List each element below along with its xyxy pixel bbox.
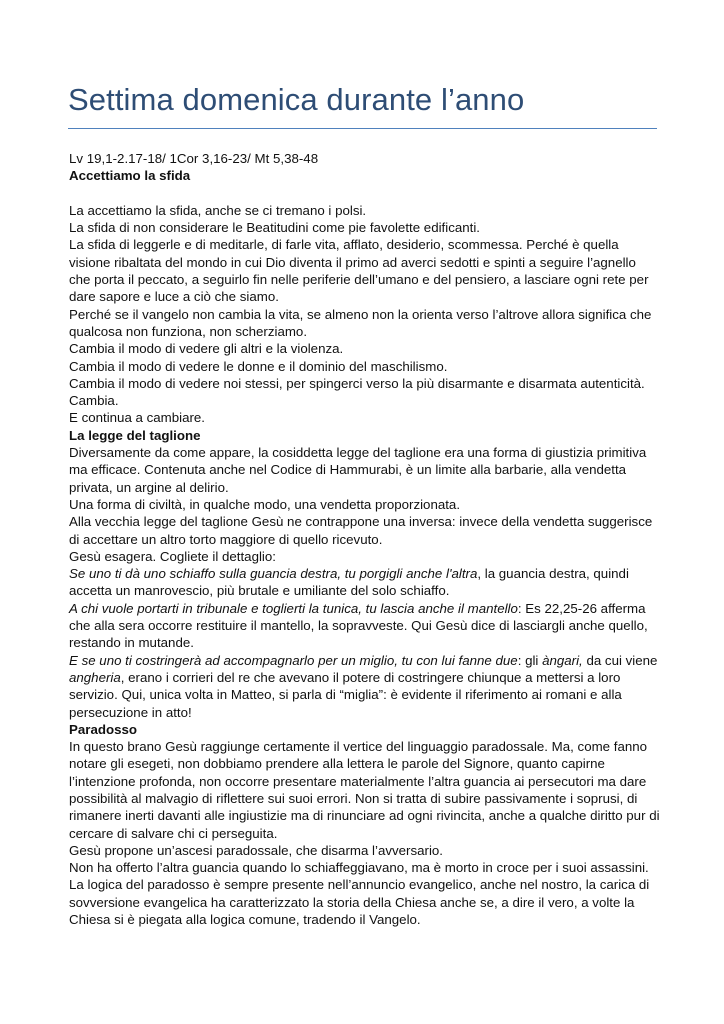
paragraph: In questo brano Gesù raggiunge certamente il vertice del linguaggio paradossale. Ma, come fanno notare gli esegeti, non dobbiamo prendere alla lettera le parole del Signore, quanto capirne l’intenzione profonda, non occorre presentare materialmente l’altra guancia ai persecutori ma dare possibilità al malvagio di riflettere sui suoi errori. Non si tratta di subire passivamente i soprusi, di rimanere inerti davanti alle ingiustizie ma di rinunciare ad ogni rivincita, anche a qualche diritto pur di cercare di salvare chi ci perseguita. bbox=[69, 739, 660, 841]
paragraph: Diversamente da come appare, la cosiddetta legge del taglione era una forma di giustizia primitiva ma efficace. Contenuta anche nel Codice di Hammurabi, è un limite alla barbarie, alla vendetta privata, un argine al delirio. bbox=[69, 445, 647, 495]
paragraph: Cambia il modo di vedere le donne e il dominio del maschilismo. bbox=[69, 358, 448, 374]
paragraph: La sfida di leggerle e di meditarle, di farle vita, afflato, desiderio, scommessa. Perché è quella visione ribaltata del mondo in cui Dio diventa il primo ad averci sedotti e spinti a seguire l’agnello che porta il peccato, a seguirlo fin nelle periferie dell’umano e del pensiero, a lasciare ogni rete per dare sapore e luce a ciò che siamo. bbox=[69, 237, 649, 305]
paragraph-quote-miglio bbox=[69, 652, 661, 721]
paragraph: Una forma di civiltà, in qualche modo, una vendetta proporzionata. bbox=[69, 496, 461, 512]
paragraph: La sfida di non considerare le Beatitudini come pie favolette edificanti. bbox=[69, 220, 480, 236]
quote-commentary: , la guancia destra, quindi accetta un manrovescio, più brutale e umiliante del solo schiaffo. bbox=[69, 566, 629, 599]
readings-reference: Lv 19,1-2.17-18/ 1Cor 3,16-23/ Mt 5,38-48 bbox=[69, 151, 319, 166]
section-heading-paradosso: Paradosso bbox=[69, 721, 137, 737]
paragraph: Gesù esagera. Cogliete il dettaglio: bbox=[69, 548, 276, 564]
quote-commentary: : gli bbox=[517, 652, 543, 668]
section-heading-legge-del-taglione: La legge del taglione bbox=[69, 427, 201, 443]
document-body bbox=[69, 150, 661, 928]
quote-commentary: : Es 22,25-26 afferma che alla sera occorre restituire il mantello, la sopravveste. Qui Gesù dice di lasciargli anche quello, restando in mutande. bbox=[69, 600, 648, 651]
paragraph-quote-mantello bbox=[69, 600, 661, 652]
title-underline bbox=[68, 128, 657, 129]
paragraph: E continua a cambiare. bbox=[69, 410, 206, 426]
paragraph: Cambia il modo di vedere gli altri e la violenza. bbox=[69, 341, 344, 357]
page-title: Settima domenica durante l’anno bbox=[68, 82, 525, 117]
paragraph-quote-schiaffo bbox=[69, 565, 661, 600]
paragraph: La logica del paradosso è sempre presente nell’annuncio evangelico, anche nel nostro, la carica di sovversione evangelica ha caratterizzato la storia della Chiesa anche se, a dire il vero, a volte la Chiesa si è piegata alla logica comune, tradendo il Vangelo. bbox=[69, 877, 650, 928]
gospel-quote: Se uno ti dà uno schiaffo sulla guancia destra, tu porgigli anche l'altra bbox=[69, 566, 478, 582]
paragraph: Cambia. bbox=[69, 393, 119, 409]
term-angari: àngari, bbox=[542, 652, 583, 668]
paragraph: Cambia il modo di vedere noi stessi, per spingerci verso la più disarmante e disarmata autenticità. bbox=[69, 375, 645, 391]
quote-commentary: da cui viene bbox=[582, 652, 658, 668]
paragraph: Alla vecchia legge del taglione Gesù ne contrappone una inversa: invece della vendetta suggerisce di accettare un altro torto maggiore di quello ricevuto. bbox=[69, 514, 653, 547]
quote-commentary: , erano i corrieri del re che avevano il potere di costringere chiunque a mettersi a loro servizio. Qui, unica volta in Matteo, si parla di “miglia”: è evidente il riferimento ai romani e alla persecuzione in atto! bbox=[69, 669, 622, 720]
gospel-quote: E se uno ti costringerà ad accompagnarlo per un miglio, tu con lui fanne due bbox=[69, 652, 518, 668]
term-angheria: angheria bbox=[69, 669, 121, 685]
gospel-quote: A chi vuole portarti in tribunale e toglierti la tunica, tu lascia anche il mantello bbox=[69, 600, 518, 616]
paragraph: Perché se il vangelo non cambia la vita, se almeno non la orienta verso l’altrove allora significa che qualcosa non funziona, non scherziamo. bbox=[69, 306, 652, 339]
section-heading-accettiamo: Accettiamo la sfida bbox=[69, 168, 191, 184]
paragraph: Gesù propone un’ascesi paradossale, che disarma l’avversario. bbox=[69, 842, 443, 858]
paragraph: La accettiamo la sfida, anche se ci tremano i polsi. bbox=[69, 202, 367, 218]
paragraph: Non ha offerto l’altra guancia quando lo schiaffeggiavano, ma è morto in croce per i suoi assassini. bbox=[69, 860, 649, 876]
blank-line bbox=[69, 185, 661, 202]
